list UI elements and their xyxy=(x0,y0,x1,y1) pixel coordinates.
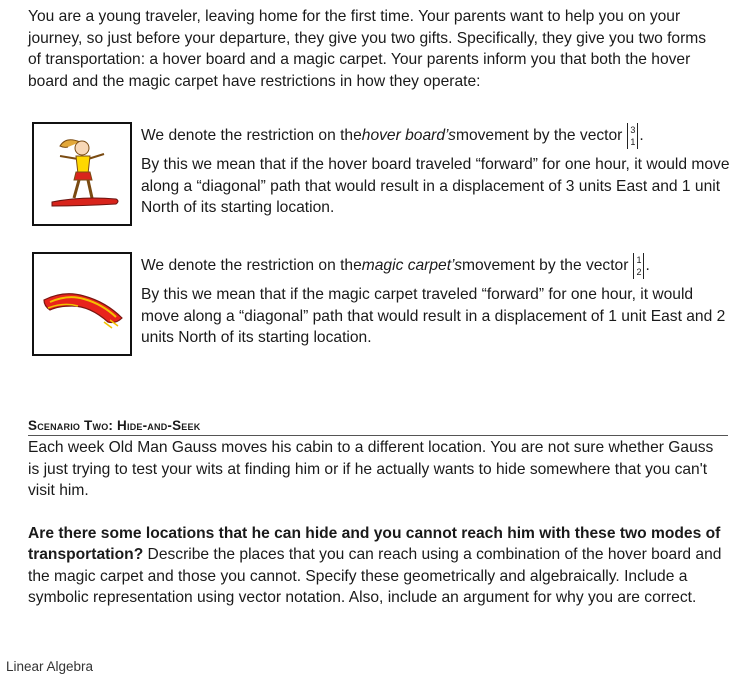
footer-label: Linear Algebra xyxy=(6,659,94,674)
intro-paragraph: You are a young traveler, leaving home for the first time. Your parents want to help you on your journey, so just before your departure, they give you two gifts. Specifically, they give you two forms of transportation: a hover board and a magic carpet. Your parents inform you that both the hover board and the magic carpet have restrictions in how they operate: xyxy=(28,8,707,90)
scenario-two-section xyxy=(28,418,728,609)
scenario-question-rest: Describe the places that you can reach using a combination of the hover board and the magic carpet and those you cannot. Specify these geometrically and algebraically. Include a symbolic representation using vector notation. Also, include an argument for why you are correct. xyxy=(28,546,722,606)
magic-carpet-vector xyxy=(633,253,644,279)
hover-denote-prefix: We denote the restriction on the xyxy=(141,127,362,145)
hover-board-denote-line xyxy=(141,118,731,154)
carpet-vector-bottom: 2 xyxy=(636,267,642,277)
scenario-title: Scenario Two: Hide-and-Seek xyxy=(28,418,728,436)
carpet-vector-period: . xyxy=(645,257,650,275)
hover-board-illustration xyxy=(32,122,132,226)
magic-carpet-denote-line xyxy=(141,248,731,284)
scenario-paragraph: Each week Old Man Gauss moves his cabin to a different location. You are not sure whether Gauss is just trying to test your wits at finding him or if he actually wants to hide somewhere that you can't visit him. xyxy=(28,439,714,499)
hover-board-text xyxy=(141,118,731,219)
carpet-denote-italic: magic carpet’s xyxy=(361,257,463,275)
scenario-question-bold: Are there some locations that he can hide and you cannot reach him with these two modes of transportation? xyxy=(28,524,721,563)
hover-denote-suffix: movement by the vector xyxy=(455,127,623,145)
hover-board-vector xyxy=(627,123,638,149)
scenario-question xyxy=(28,523,728,609)
magic-carpet-illustration xyxy=(32,252,132,356)
hover-denote-italic: hover board’s xyxy=(361,127,456,145)
hover-vector-bottom: 1 xyxy=(630,137,636,147)
magic-carpet-explanation: By this we mean that if the magic carpet traveled “forward” for one hour, it would move along a “diagonal” path that would result in a displacement of 1 unit East and 2 units North of its starting location. xyxy=(141,286,726,346)
hover-board-explanation: By this we mean that if the hover board traveled “forward” for one hour, it would move along a “diagonal” path that would result in a displacement of 3 units East and 1 unit North of its starting location. xyxy=(141,156,730,216)
carpet-vector-top: 1 xyxy=(636,255,642,265)
document-body xyxy=(28,6,728,92)
carpet-denote-prefix: We denote the restriction on the xyxy=(141,257,362,275)
hover-vector-top: 3 xyxy=(630,125,636,135)
girl-on-hover-board-icon xyxy=(34,124,130,224)
magic-carpet-icon xyxy=(34,254,130,354)
hover-vector-period: . xyxy=(639,127,644,145)
carpet-denote-suffix: movement by the vector xyxy=(462,257,629,275)
magic-carpet-text xyxy=(141,248,731,349)
